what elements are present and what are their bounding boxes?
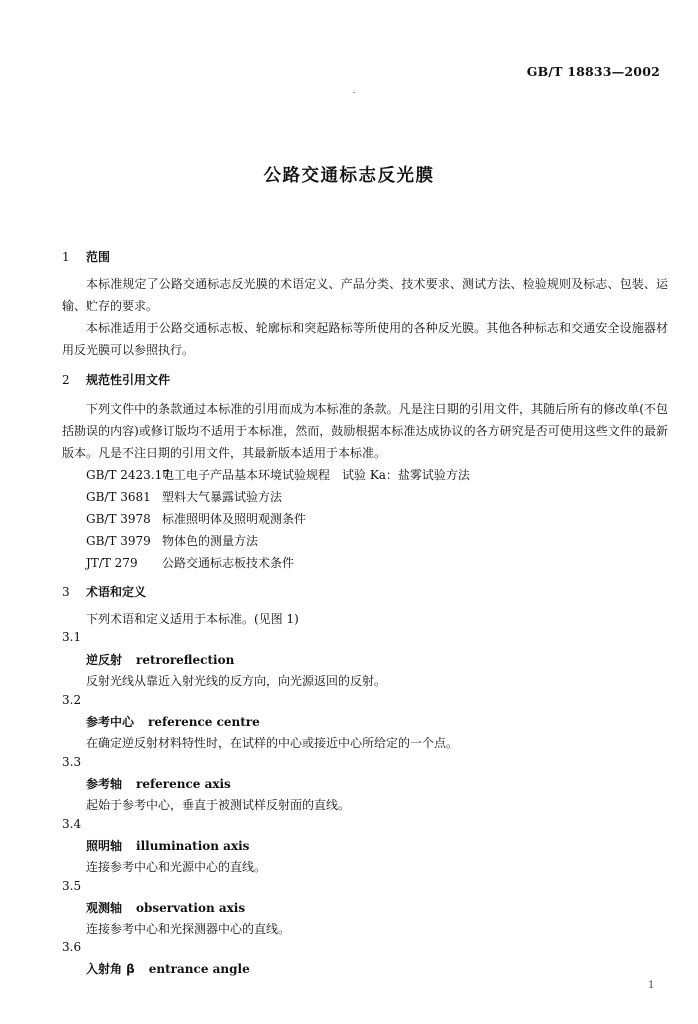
section-2-heading [62, 371, 170, 388]
reference-item [86, 488, 282, 505]
section-1-heading [62, 248, 110, 265]
reference-item [86, 554, 294, 571]
term-entry [86, 960, 250, 977]
reference-title: 公路交通标志板技术条件 [162, 556, 295, 570]
term-chinese: 照明轴 [86, 839, 123, 853]
term-definition: 在确定逆反射材料特性时，在试样的中心或接近中心所给定的一个点。 [86, 736, 459, 750]
term-definition: 连接参考中心和光探测器中心的直线。 [86, 922, 291, 936]
standard-code: GB/T 18833—2002 [526, 64, 660, 79]
section-2-title: 规范性引用文件 [86, 373, 171, 387]
clause-number: 3.6 [62, 940, 82, 954]
document-title: 公路交通标志反光膜 [263, 166, 435, 186]
section-2-paragraph-1: 下列文件中的条款通过本标准的引用而成为本标准的条款。凡是注日期的引用文件，其随后所有的修改单(不包括勘误的内容)或修订版均不适用于本标准，然而，鼓励根据本标准达成协议的各方研究是否可使用这些文件的最新版本。凡是不注日期的引用文件，其最新版本适用于本标准。 [62, 402, 668, 460]
term-chinese: 观测轴 [86, 901, 123, 915]
section-3-intro: 下列术语和定义适用于本标准。(见图 1) [86, 612, 299, 626]
term-entry [86, 775, 231, 792]
section-1-number: 1 [62, 250, 70, 264]
reference-item [86, 466, 470, 483]
term-entry [86, 651, 234, 668]
clause-number: 3.3 [62, 755, 82, 769]
term-english: reference axis [136, 777, 231, 791]
term-definition: 连接参考中心和光源中心的直线。 [86, 860, 267, 874]
scan-speck [353, 92, 355, 93]
reference-code: JT/T 279 [86, 556, 138, 570]
term-chinese: 逆反射 [86, 653, 123, 667]
clause-number: 3.1 [62, 630, 82, 644]
term-chinese: 参考中心 [86, 715, 135, 729]
reference-code: GB/T 3978 [86, 512, 151, 526]
reference-title: 电工电子产品基本环境试验规程 试验 Ka：盐雾试验方法 [162, 468, 470, 482]
page-number: 1 [648, 980, 655, 991]
term-english: entrance angle [148, 962, 250, 976]
term-entry [86, 713, 260, 730]
clause-number: 3.5 [62, 879, 82, 893]
term-definition: 反射光线从靠近入射光线的反方向，向光源返回的反射。 [86, 674, 387, 688]
term-definition: 起始于参考中心，垂直于被测试样反射面的直线。 [86, 798, 351, 812]
reference-code: GB/T 3681 [86, 490, 151, 504]
reference-code: GB/T 2423.17 [86, 468, 170, 482]
reference-item [86, 532, 258, 549]
reference-item [86, 510, 306, 527]
section-3-heading [62, 583, 146, 600]
section-2-number: 2 [62, 373, 70, 387]
term-chinese: 入射角 β [86, 962, 135, 976]
section-3-title: 术语和定义 [86, 585, 147, 599]
term-chinese: 参考轴 [86, 777, 123, 791]
term-english: illumination axis [136, 839, 250, 853]
term-entry [86, 837, 249, 854]
section-1-paragraph-2: 本标准适用于公路交通标志板、轮廓标和突起路标等所使用的各种反光膜。其他各种标志和交通安全设施器材用反光膜可以参照执行。 [62, 321, 668, 357]
section-1-title: 范围 [86, 250, 111, 264]
clause-number: 3.2 [62, 693, 82, 707]
reference-code: GB/T 3979 [86, 534, 151, 548]
term-english: retroreflection [136, 653, 235, 667]
reference-title: 塑料大气暴露试验方法 [162, 490, 283, 504]
term-english: reference centre [148, 715, 260, 729]
section-3-number: 3 [62, 585, 70, 599]
reference-title: 标准照明体及照明观测条件 [162, 512, 307, 526]
term-entry [86, 899, 245, 916]
section-1-paragraph-1: 本标准规定了公路交通标志反光膜的术语定义、产品分类、技术要求、测试方法、检验规则及标志、包装、运输、贮存的要求。 [62, 277, 668, 313]
term-english: observation axis [136, 901, 246, 915]
clause-number: 3.4 [62, 817, 82, 831]
reference-title: 物体色的测量方法 [162, 534, 259, 548]
